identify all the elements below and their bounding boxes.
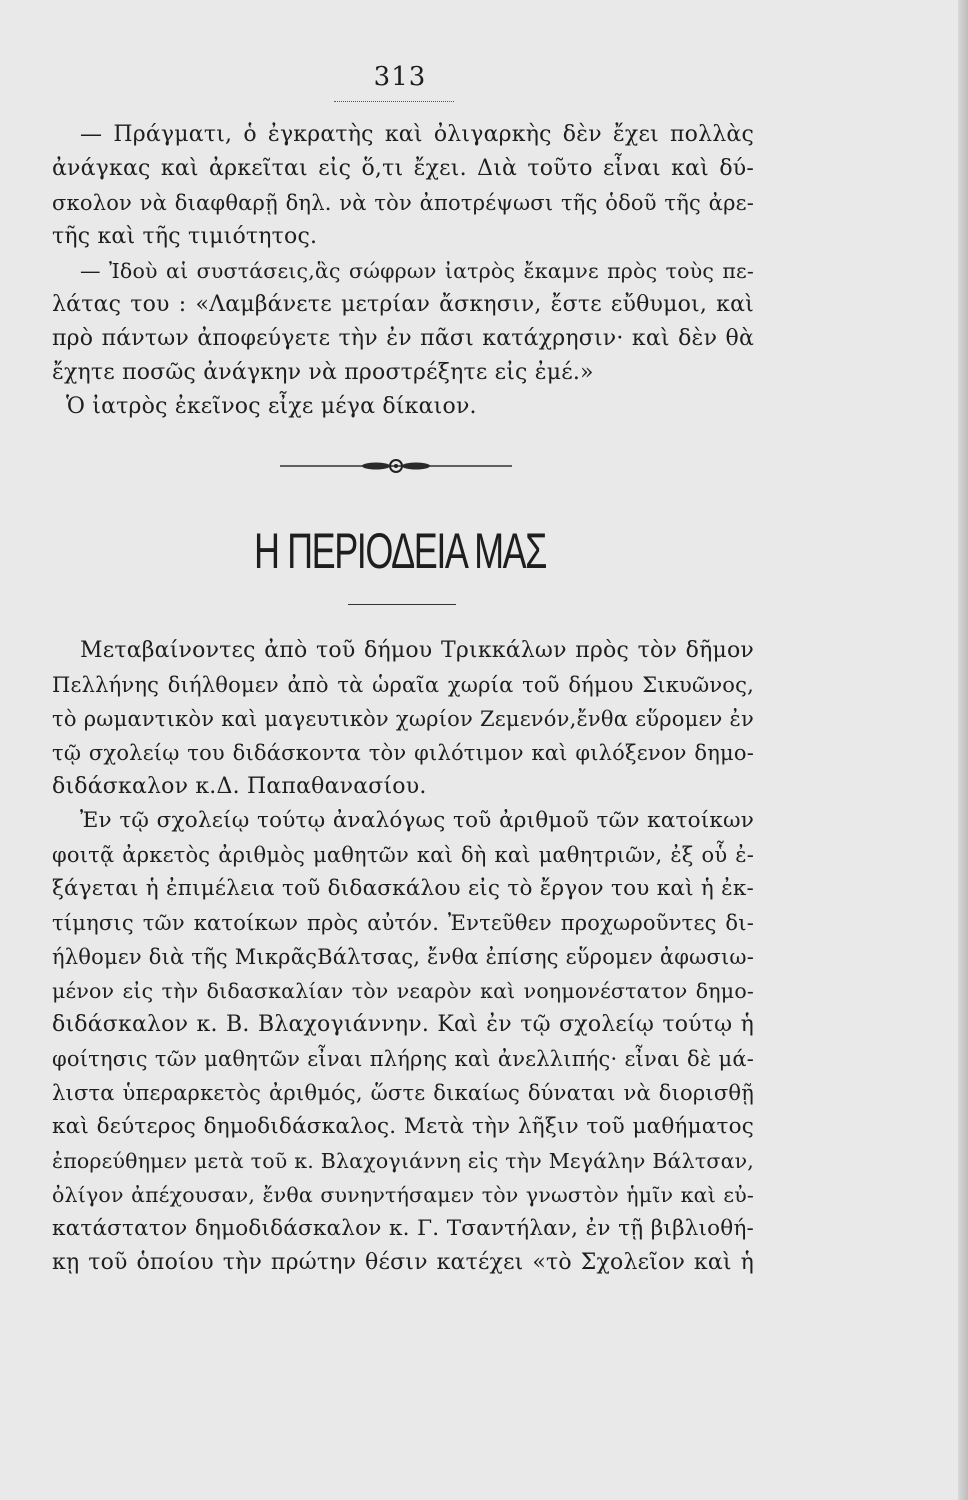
text-line: λιστα ὑπεραρκετὸς ἀριθμός, ὥστε δικαίως δύναται νὰ διορισθῇ [52, 1081, 754, 1105]
text-line: φοίτησις τῶν μαθητῶν εἶναι πλήρης καὶ ἀνελλιπής· εἶναι δὲ μά- [52, 1047, 754, 1071]
text-line: τίμησις τῶν κατοίκων πρὸς αὐτόν. Ἐντεῦθεν προχωροῦντες δι- [52, 911, 754, 935]
text-line: Μεταβαίνοντες ἀπὸ τοῦ δήμου Τρικκάλων πρὸς τὸν δῆμον [80, 638, 754, 663]
text-line: — Ἰδοὺ αἱ συστάσεις,ἃς σώφρων ἰατρὸς ἔκαμνε πρὸς τοὺς πε- [80, 259, 754, 283]
text-line: Ἐν τῷ σχολείῳ τούτῳ ἀναλόγως τοῦ ἀριθμοῦ τῶν κατοίκων [80, 808, 754, 833]
text-line: πρὸ πάντων ἀποφεύγετε τὴν ἐν πᾶσι κατάχρησιν· καὶ δὲν θὰ [52, 326, 754, 351]
section-title: Η ΠΕΡΙΟΔΕΙΑ ΜΑΣ [253, 523, 547, 579]
text-line: κατάστατον δημοδιδάσκαλον κ. Γ. Τσαντήλαν, ἐν τῇ βιβλιοθή- [52, 1216, 754, 1241]
text-line: τῆς καὶ τῆς τιμιότητος. [52, 224, 318, 249]
text-line: — Πράγματι, ὁ ἐγκρατὴς καὶ ὀλιγαρκὴς δὲν ἔχει πολλὰς [80, 122, 754, 147]
text-line: διδάσκαλον κ.Δ. Παπαθανασίου. [52, 774, 427, 799]
top-paragraphs [52, 118, 754, 424]
text-line: τῷ σχολείῳ του διδάσκοντα τὸν φιλότιμον καὶ φιλόξενον δημο- [52, 741, 754, 765]
text-line: ἐπορεύθημεν μετὰ τοῦ κ. Βλαχογιάννη εἰς τὴν Μεγάλην Βάλτσαν, [52, 1149, 754, 1173]
page-edge-shadow [958, 0, 968, 1500]
text-line: κῃ τοῦ ὁποίου τὴν πρώτην θέσιν κατέχει «τὸ Σχολεῖον καὶ ἡ [52, 1250, 754, 1275]
text-line: λάτας του : «Λαμβάνετε μετρίαν ἄσκησιν, ἔστε εὔθυμοι, καὶ [52, 292, 754, 317]
divider-ornament [280, 456, 512, 476]
page-number-rule [334, 101, 454, 102]
text-line: ξάγεται ἡ ἐπιμέλεια τοῦ διδασκάλου εἰς τὸ ἔργον του καὶ ἡ ἐκ- [52, 876, 754, 901]
text-line: ήλθομεν διὰ τῆς ΜικρᾶςΒάλτσας, ἔνθα ἐπίσης εὕρομεν ἀφωσιω- [52, 945, 755, 969]
text-line: τὸ ρωμαντικὸν καὶ μαγευτικὸν χωρίον Ζεμενόν,ἔνθα εὕρομεν ἐν [52, 707, 754, 731]
title-rule [348, 604, 456, 605]
article-body [52, 634, 754, 1280]
text-line: ὀλίγον ἀπέχουσαν, ἔνθα συνηντήσαμεν τὸν γνωστὸν ἡμῖν καὶ εὐ- [52, 1183, 754, 1207]
page-number: 313 [373, 62, 427, 92]
text-line: διδάσκαλον κ. Β. Βλαχογιάννην. Καὶ ἐν τῷ σχολείῳ τούτῳ ἡ [52, 1012, 754, 1037]
text-line: ἀνάγκας καὶ ἀρκεῖται εἰς ὅ,τι ἔχει. Διὰ τοῦτο εἶναι καὶ δύ- [52, 156, 754, 181]
text-line: καὶ δεύτερος δημοδιδάσκαλος. Μετὰ τὴν λῆξιν τοῦ μαθήματος [52, 1114, 754, 1139]
text-line: μένον εἰς τὴν διδασκαλίαν τὸν νεαρὸν καὶ νοημονέστατον δημο- [52, 979, 754, 1003]
text-line: ἔχητε ποσῶς ἀνάγκην νὰ προστρέξητε εἰς ἐμέ.» [52, 360, 594, 385]
text-line: Ὁ ἰατρὸς ἐκεῖνος εἶχε μέγα δίκαιον. [66, 394, 477, 419]
text-line: σκολον νὰ διαφθαρῇ δηλ. νὰ τὸν ἀποτρέψωσι τῆς ὁδοῦ τῆς ἀρε- [52, 191, 754, 215]
text-line: Πελλήνης διήλθομεν ἀπὸ τὰ ὡραῖα χωρία τοῦ δήμου Σικυῶνος, [52, 673, 754, 697]
text-line: φοιτᾷ ἀρκετὸς ἀριθμὸς μαθητῶν καὶ δὴ καὶ μαθητριῶν, ἐξ οὗ ἐ- [52, 843, 754, 867]
